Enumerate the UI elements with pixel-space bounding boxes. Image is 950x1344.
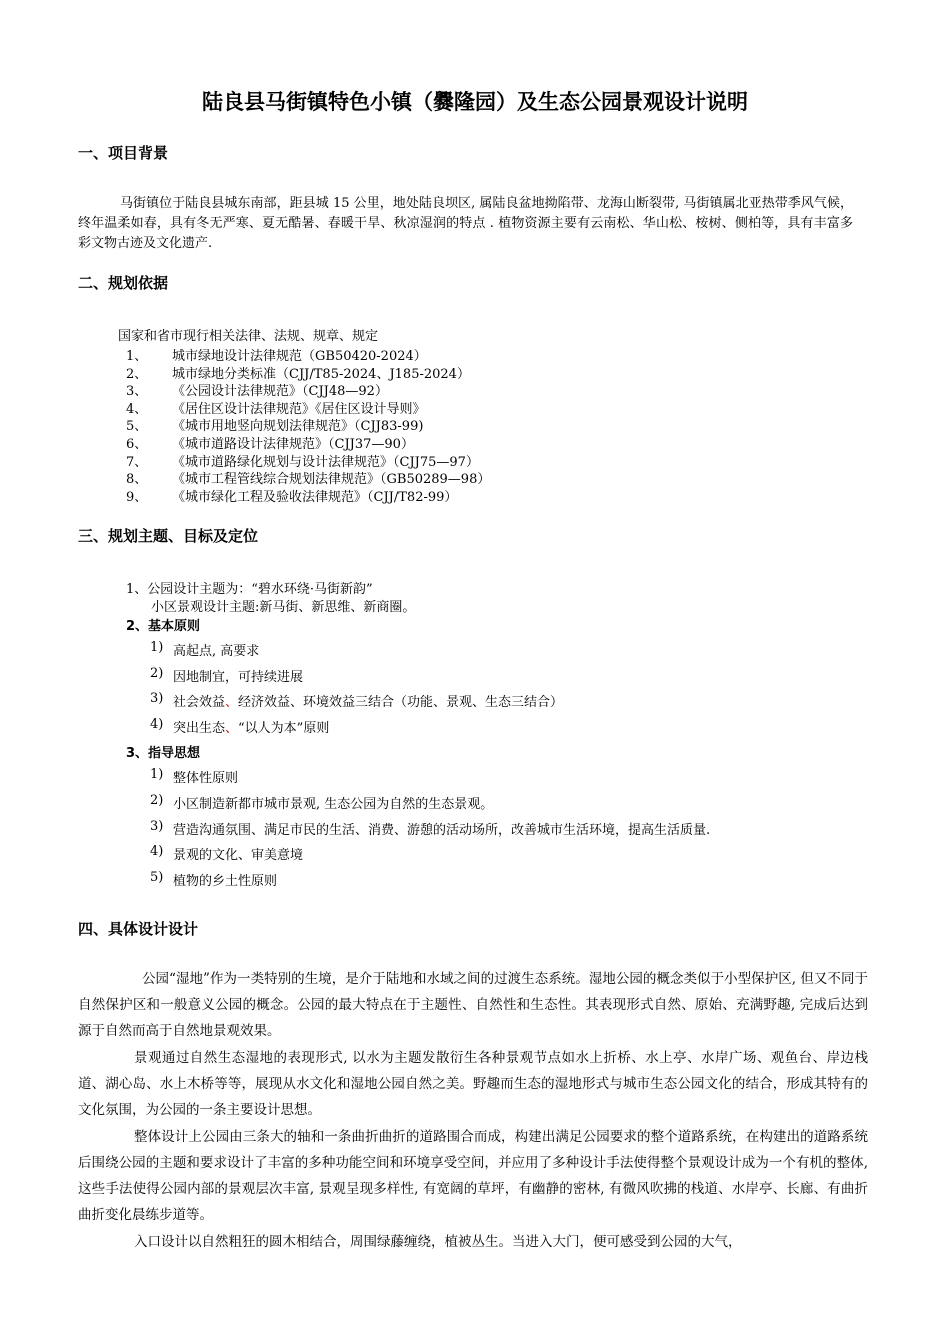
basis-item-number: 1、 — [126, 349, 148, 364]
principles-heading: 2、基本原则 — [126, 619, 201, 634]
principle-text-post: 经济效益、环境效益三结合（功能、景观、生态三结合） — [238, 695, 564, 710]
guide-number: 1) — [150, 767, 164, 782]
principle-text — [173, 691, 563, 710]
design-paragraph-2: 景观通过自然生态湿地的表现形式, 以水为主题发散衍生各种景观节点如水上折桥、水上亭、水岸广场、观鱼台、岸边栈道、湖心岛、水上木桥等等，展现从水文化和湿地公园自然之美。野趣而生态的湿地形式与城市生态公园文化的结合，形成其特有的文化氛围，为公园的一条主要设计思想。 — [78, 1050, 868, 1118]
design-paragraph-3: 整体设计上公园由三条大的轴和一条曲折曲折的道路围合而成，构建出满足公园要求的整个道路系统，在构建出的道路系统后围绕公园的主题和要求设计了丰富的多种功能空间和环境享受空间，并应用了多种设计手法使得整个景观设计成为一个有机的整体, 这些手法使得公园内部的景观层次丰富, 景观呈现多样性, 有宽阔的草坪，有幽静的密林, 有微风吹拂的栈道、水岸亭、长廊、有曲折曲折变化晨练步道等。 — [78, 1129, 868, 1223]
principle-text-post: “以人为本”原则 — [238, 720, 330, 736]
theme-line: 1、公园设计主题为：“碧水环绕·马街新韵” — [126, 582, 373, 597]
basis-item-number: 6、 — [126, 437, 148, 452]
section-heading-basis: 二、规划依据 — [78, 274, 169, 292]
basis-item-text: 城市绿地设计法律规范（GB50420-2024） — [172, 349, 427, 364]
section-heading-design: 四、具体设计设计 — [78, 920, 199, 938]
guide-number: 3) — [150, 818, 164, 834]
principle-text-pre: 社会效益 — [173, 695, 226, 710]
guide-number: 2) — [150, 792, 164, 808]
section-heading-theme: 三、规划主题、目标及定位 — [78, 527, 259, 545]
basis-item-number: 8、 — [126, 472, 148, 488]
basis-item-text: 城市绿地分类标准（CJJ/T85-2024、J185-2024） — [172, 366, 470, 382]
basis-item-text: 《城市工程管线综合规划法律规范》（GB50289—98） — [172, 472, 491, 488]
community-theme-line: 小区景观设计主题:新马街、新思维、新商圈。 — [151, 600, 416, 615]
principle-text-pre: 突出生态 — [173, 720, 226, 736]
principle-text-pre: 因地制宜，可持续进展 — [173, 669, 304, 685]
guide-text: 整体性原则 — [173, 771, 239, 786]
guide-text: 植物的乡土性原则 — [173, 874, 278, 890]
guide-heading: 3、指导思想 — [126, 746, 201, 761]
basis-item-text: 《居住区设计法律规范》《居住区设计导则》 — [172, 401, 426, 417]
principle-text — [173, 717, 329, 736]
principle-text-red: 、 — [225, 695, 239, 710]
basis-intro: 国家和省市现行相关法律、法规、规章、规定 — [118, 329, 379, 344]
principle-number: 4) — [150, 716, 164, 732]
basis-item-text: 《城市道路绿化规划与设计法律规范》（CJJ75—97） — [172, 454, 479, 470]
basis-item-text: 《城市绿化工程及验收法律规范》（CJJ/T82-99） — [172, 489, 458, 505]
guide-number: 4) — [150, 844, 164, 860]
guide-number: 5) — [150, 870, 164, 886]
principle-text-pre: 高起点, 高要求 — [173, 644, 260, 659]
principle-number: 1) — [150, 640, 164, 655]
principle-text — [173, 640, 259, 659]
principle-number: 3) — [150, 691, 164, 706]
guide-text: 景观的文化、审美意境 — [173, 848, 304, 864]
design-paragraph-1: 公园“湿地”作为一类特别的生境，是介于陆地和水域之间的过渡生态系统。湿地公园的概念类似于小型保护区, 但又不同于自然保护区和一般意义公园的概念。公园的最大特点在于主题性、自然性和生态性。其表现形式自然、原始、充满野趣, 完成后达到源于自然而高于自然地景观效果。 — [78, 971, 868, 1039]
basis-item-text: 《城市用地竖向规划法律规范》（CJJ83-99) — [172, 419, 424, 435]
basis-item-number: 3、 — [126, 384, 148, 400]
guide-text: 小区制造新都市城市景观, 生态公园为自然的生态景观。 — [173, 796, 494, 812]
background-paragraph: 马街镇位于陆良县城东南部，距县城 15 公里，地处陆良坝区, 属陆良盆地拗陷带、龙海山断裂带, 马街镇属北亚热带季风气候，终年温柔如春，具有冬无严寒、夏无酷暑、春暖干旱、秋凉湿润的特点 . 植物资源主要有云南松、华山松、桉树、侧柏等，具有丰富多彩文物古迹及文化遗产. — [78, 196, 853, 251]
basis-item-text: 《城市道路设计法律规范》（CJJ37—90） — [172, 437, 414, 452]
principle-text — [173, 666, 303, 685]
design-paragraph-4: 入口设计以自然粗狂的圆木相结合，周围绿藤缠绕，植被丛生。当进入大门，便可感受到公园的大气， — [134, 1234, 742, 1250]
basis-item-text: 《公园设计法律规范》（CJJ48—92） — [172, 384, 388, 400]
guide-text: 营造沟通氛围、满足市民的生活、消费、游憩的活动场所，改善城市生活环境，提高生活质量. — [173, 822, 711, 838]
basis-item-number: 2、 — [126, 366, 148, 382]
principle-text-red: 、 — [225, 720, 239, 736]
basis-item-number: 7、 — [126, 454, 148, 470]
principle-number: 2) — [150, 665, 164, 681]
basis-item-number: 9、 — [126, 489, 148, 505]
section-heading-background: 一、项目背景 — [78, 144, 169, 162]
basis-item-number: 4、 — [126, 401, 148, 417]
document-title: 陆良县马街镇特色小镇（爨隆园）及生态公园景观设计说明 — [202, 90, 748, 114]
basis-item-number: 5、 — [126, 419, 148, 435]
